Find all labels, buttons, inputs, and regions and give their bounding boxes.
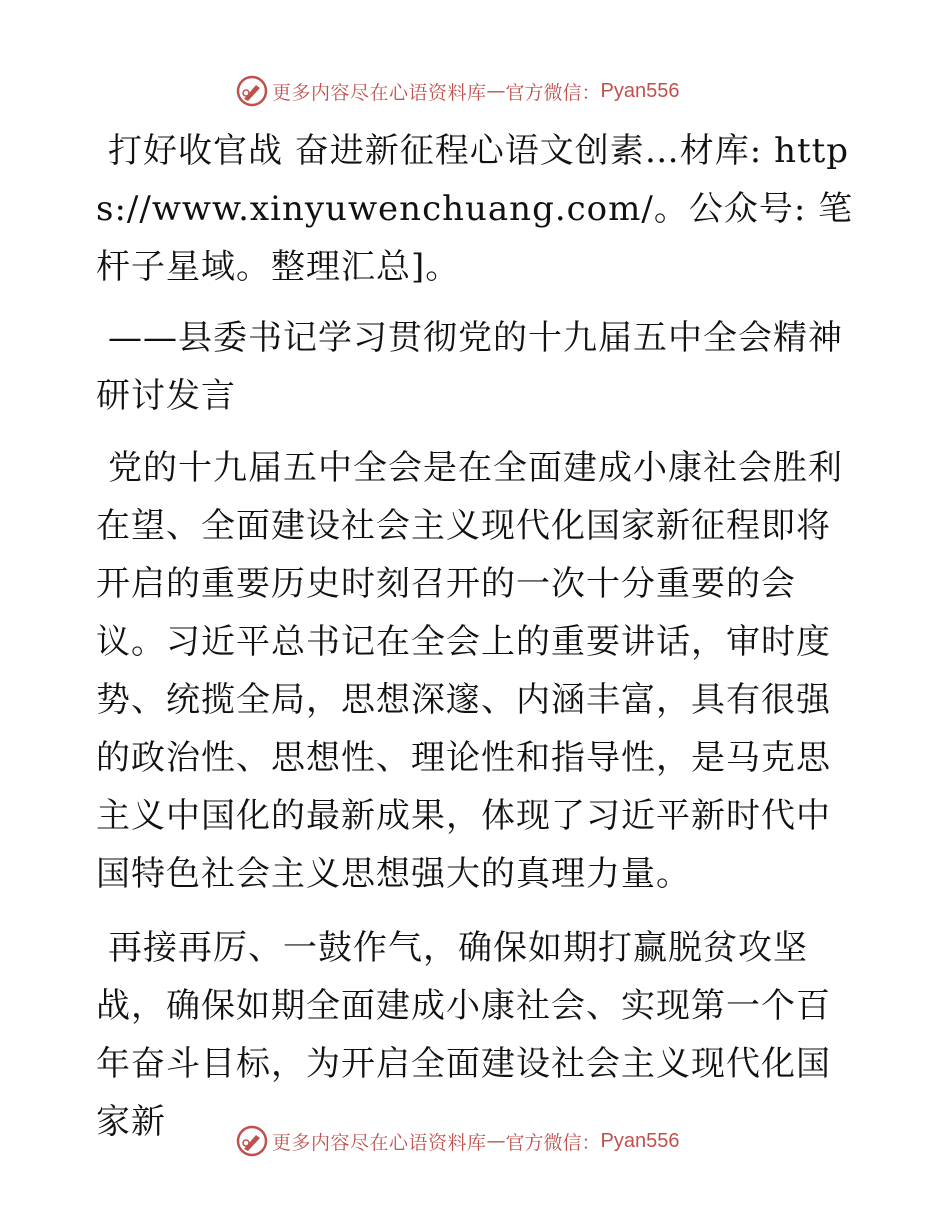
paragraph-body-1 xyxy=(96,439,856,903)
banner-dash: — xyxy=(486,1130,506,1152)
pen-logo-icon xyxy=(236,1125,268,1157)
paragraph-body-1-text: 党的十九届五中全会是在全面建成小康社会胜利在望、全面建设社会主义现代化国家新征程即将开启的重要历史时刻召开的一次十分重要的会议。习近平总书记在全会上的重要讲话，审时度势、统揽全局，思想深邃、内涵丰富，具有很强的政治性、思想性、理论性和指导性，是马克思主义中国化的最新成果，体现了习近平新时代中国特色社会主义思想强大的真理力量。 xyxy=(96,448,843,894)
header-banner xyxy=(236,74,716,108)
banner-text: 更多内容尽在心语资料库 xyxy=(272,1131,487,1154)
paragraph-subtitle-text: ——县委书记学习贯彻党的十九届五中全会精神研讨发言 xyxy=(96,318,843,416)
banner-wechat-id: Pyan556 xyxy=(600,79,680,102)
banner-label: 官方微信： xyxy=(505,81,601,104)
paragraph-body-2 xyxy=(96,919,856,1151)
pen-logo-icon xyxy=(236,75,268,107)
paragraph-body-2-text: 再接再厉、一鼓作气，确保如期打赢脱贫攻坚战，确保如期全面建成小康社会、实现第一个百年奋斗目标，为开启全面建设社会主义现代化国家新 xyxy=(96,928,831,1142)
banner-label: 官方微信： xyxy=(505,1131,601,1154)
banner-text: 更多内容尽在心语资料库 xyxy=(272,81,487,104)
banner-wechat-id: Pyan556 xyxy=(600,1129,680,1152)
paragraph-subtitle xyxy=(96,309,856,425)
footer-banner xyxy=(236,1124,716,1158)
banner-dash: — xyxy=(486,80,506,102)
paragraph-intro xyxy=(96,122,856,296)
paragraph-intro-text: 打好收官战 奋进新征程心语文创素…材库: https://www.xinyuwenchuang.com/。公众号: 笔杆子星域。整理汇总]。 xyxy=(96,131,854,287)
